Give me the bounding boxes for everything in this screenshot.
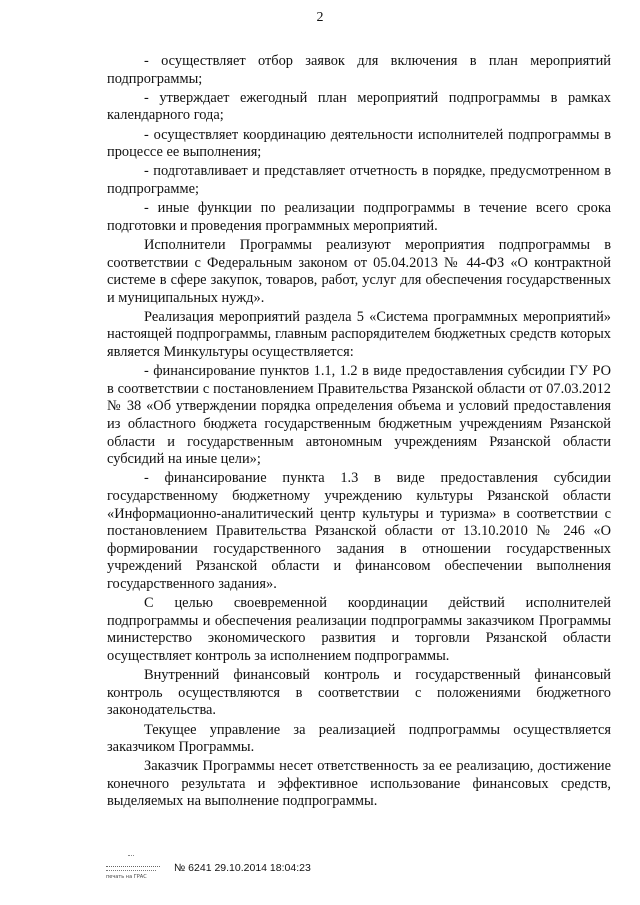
paragraph-duty-other-functions: - иные функции по реализации подпрограммы в течение всего срока подготовки и проведения программных мероприятий. bbox=[107, 200, 611, 234]
paragraph-current-management: Текущее управление за реализацией подпрограммы осуществляется заказчиком Программы. bbox=[107, 721, 611, 756]
stamp-caption: печать на ГРАС bbox=[106, 874, 147, 880]
paragraph-executors: Исполнители Программы реализуют мероприятия подпрограммы в соответствии с Федеральным законом от 05.04.2013 № 44-ФЗ «О контрактной системе в сфере закупок, товаров, работ, услуг для обеспечения государственных и муниципальных нужд». bbox=[107, 236, 611, 306]
registration-stamp-icon bbox=[104, 855, 164, 885]
paragraph-financial-control: Внутренний финансовый контроль и государственный финансовый контроль осуществляются в соответствии с положениями бюджетного законодательства. bbox=[107, 667, 611, 719]
paragraph-financing-1-1-1-2: - финансирование пунктов 1.1, 1.2 в виде предоставления субсидии ГУ РО в соответствии с постановлением Правительства Рязанской области от 07.03.2012 № 38 «Об утверждении порядка определения объема и условий предоставления из областного бюджета государственным бюджетным учреждениям Рязанской области и государственным автономным учреждениям Рязанской области субсидий на иные цели»; bbox=[107, 363, 611, 468]
document-body bbox=[107, 53, 611, 813]
paragraph-duty-reporting: - подготавливает и представляет отчетность в порядке, предусмотренном в подпрограмме; bbox=[107, 163, 611, 197]
paragraph-duty-coordination: - осуществляет координацию деятельности исполнителей подпрограммы в процессе ее выполнения; bbox=[107, 126, 611, 161]
page-number: 2 bbox=[316, 10, 324, 25]
paragraph-responsibility: Заказчик Программы несет ответственность за ее реализацию, достижение конечного результата и эффективное использование финансовых средств, выделяемых на выполнение подпрограммы. bbox=[107, 758, 611, 810]
paragraph-duty-approve-plan: - утверждает ежегодный план мероприятий подпрограммы в рамках календарного года; bbox=[107, 89, 611, 124]
paragraph-duty-select-applications: - осуществляет отбор заявок для включения в план мероприятий подпрограммы; bbox=[107, 53, 611, 87]
paragraph-financing-1-3: - финансирование пункта 1.3 в виде предоставления субсидии государственному бюджетному учреждению культуры Рязанской области «Информационно-аналитический центр культуры и туризма» в соответствии с постановлением Правительства Рязанской области от 13.10.2010 № 246 «О формировании государственного задания в отношении государственных учреждений Рязанской области и финансовом обеспечении выполнения государственного задания». bbox=[107, 470, 611, 592]
document-footer bbox=[104, 855, 424, 885]
paragraph-implementation: Реализация мероприятий раздела 5 «Система программных мероприятий» настоящей подпрограммы, главным распорядителем бюджетных средств которых является Минкультуры осуществляется: bbox=[107, 308, 611, 361]
registration-number: № 6241 29.10.2014 18:04:23 bbox=[174, 862, 311, 874]
paragraph-coordination-control: С целью своевременной координации действий исполнителей подпрограммы и обеспечения реализации подпрограммы заказчиком Программы министерство экономического развития и торговли Рязанской области осуществляет контроль за исполнением подпрограммы. bbox=[107, 595, 611, 664]
